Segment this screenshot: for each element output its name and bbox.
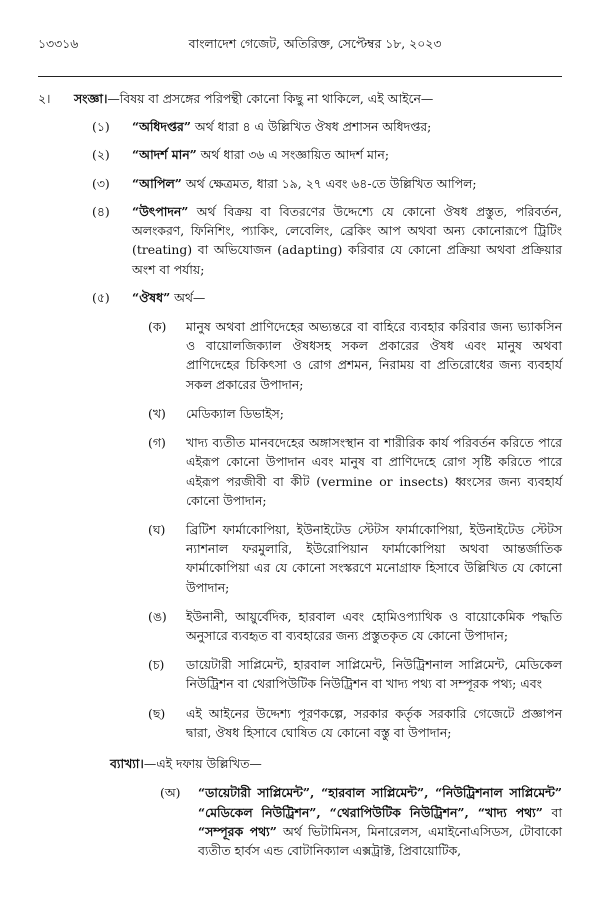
explanation-item-terms: “ডায়েটারী সাপ্লিমেন্ট”, “হারবাল সাপ্লিমেন্ট”, “নিউট্রিশনাল সাপ্লিমেন্ট” “মেডিকেল নিউট্রিশন”, “থেরাপিউটিক নিউট্রিশন”, “খাদ্য পথ্য” (198, 785, 562, 820)
drug-subclause (38, 433, 562, 510)
explanation-item-body (198, 783, 562, 860)
subclause-text: ইউনানী, আয়ুর্বেদিক, হারবাল এবং হোমিওপ্যাথিক ও বায়োকেমিক পদ্ধতি অনুসারে ব্যবহৃত বা ব্যবহারের জন্য প্রস্তুতকৃত যে কোনো উপাদান; (186, 608, 562, 644)
subclause-text: খাদ্য ব্যতীত মানবদেহের অঙ্গাসংস্থান বা শারীরিক কার্য পরিবর্তন করিতে পারে এইরূপ কোনো উপাদান এবং মানুষ বা প্রাণিদেহে রোগ সৃষ্টি করিতে পারে এইরূপ পরজীবী বা কীট (vermine or insects) ধ্বংসের জন্য ব্যবহার্য কোনো উপাদান; (186, 435, 562, 508)
drug-subclause (38, 404, 562, 423)
definition-item (38, 174, 562, 193)
section-definitions (38, 89, 562, 108)
definition-text: অর্থ বিক্রয় বা বিতরণের উদ্দেশ্যে যে কোনো ঔষধ প্রস্তুত, পরিবর্তন, অলংকরণ, ফিনিশিং, প্যাকিং, লেবেলিং, ব্রেকিং আপ অথবা অন্য কোনোরূপে ট্রিটিং (treating) বা অভিযোজন (adapting) করিবার যে কোনো প্রক্রিয়া অথবা প্রক্রিয়ার অংশ বা পর্যায়; (132, 203, 562, 277)
explanation-item-term-last: “সম্পূরক পথ্য” (198, 823, 277, 839)
explanation-item-text: অর্থ ভিটামিনস, মিনারেলস, এমাইনোএসিডস, টোবাকো ব্যতীত হার্বস এন্ড বোটানিক্যাল এক্সট্রাক্ট, প্রিবায়োটিক, (198, 823, 563, 858)
subclause-text: মানুষ অথবা প্রাণিদেহের অভ্যন্তরে বা বাহিরে ব্যবহার করিবার জন্য ভ্যাকসিন ও বায়োলজিক্যাল ঔষধসহ সকল প্রকারের ঔষধ এবং মানুষ অথবা প্রাণিদেহের চিকিৎসা ও রোগ প্রশমন, নিরাময় বা প্রতিরোধের জন্য ব্যবহার্য সকল প্রকারের উপাদান; (186, 318, 562, 392)
explanation-text: —এই দফায় উল্লিখিত— (143, 756, 262, 772)
definition-item (38, 202, 562, 279)
explanation (38, 754, 562, 773)
definition-body (132, 117, 562, 136)
explanation-item-mid: বা (542, 804, 562, 820)
subclause-number: (গ) (148, 435, 166, 451)
explanation-item-number: (অ) (160, 785, 181, 801)
definition-body (132, 288, 562, 307)
section-intro: —বিষয় বা প্রসঙ্গের পরিপন্থী কোনো কিছু না থাকিলে, এই আইনে— (107, 91, 434, 106)
definition-item (38, 117, 562, 136)
definition-number: (৪) (92, 203, 110, 219)
subclause-number: (ছ) (148, 705, 166, 721)
subclause-text: ব্রিটিশ ফার্মাকোপিয়া, ইউনাইটেড স্টেটস ফার্মাকোপিয়া, ইউনাইটেড স্টেটস ন্যাশনাল ফরমুলারি, ইউরোপিয়ান ফার্মাকোপিয়া অথবা আন্তর্জাতিক ফার্মাকোপিয়া এর যে কোনো সংস্করণে মনোগ্রাফ হিসাবে উল্লিখিত যে কোনো উপাদান; (186, 521, 562, 595)
page-header (38, 0, 562, 68)
subclause-text: ডায়েটারী সাপ্লিমেন্ট, হারবাল সাপ্লিমেন্ট, নিউট্রিশনাল সাপ্লিমেন্ট, মেডিকেল নিউট্রিশন বা থেরাপিউটিক নিউট্রিশন বা খাদ্য পথ্য বা সম্পূরক পথ্য; এবং (186, 657, 562, 692)
definition-term: “উৎপাদন” (132, 203, 189, 219)
drug-subclause (38, 520, 562, 597)
definition-text: অর্থ ক্ষেত্রমত, ধারা ১৯, ২৭ এবং ৬৪-তে উল্লিখিত আপিল; (181, 175, 477, 191)
subclause-number: (ঘ) (148, 521, 166, 537)
definition-list (38, 117, 562, 307)
definition-body (132, 145, 562, 164)
definition-term: “আপিল” (132, 175, 182, 191)
definition-body (132, 202, 562, 279)
gazette-title: বাংলাদেশ গেজেট, অতিরিক্ত, সেপ্টেম্বর ১৮, ২০২৩ (188, 36, 442, 51)
definition-text: অর্থ ধারা ৩৬ এ সংজ্ঞায়িত আদর্শ মান; (196, 147, 389, 163)
subclause-text: এই আইনের উদ্দেশ্য পূরণকল্পে, সরকার কর্তৃক সরকারি গেজেটে প্রজ্ঞাপন দ্বারা, ঔষধ হিসাবে ঘোষিত যে কোনো বস্তু বা উপাদান; (186, 705, 562, 740)
explanation-item (38, 783, 562, 860)
drug-subclause (38, 655, 562, 693)
definition-number: (১) (92, 119, 110, 135)
definition-text: অর্থ— (170, 289, 206, 305)
section-heading: সংজ্ঞা। (74, 91, 108, 106)
definition-number: (৩) (92, 175, 110, 191)
section-number: ২। (38, 91, 51, 106)
drug-subclause (38, 607, 562, 645)
definition-body (132, 174, 562, 193)
drug-subclause (38, 317, 562, 394)
subclause-text: মেডিক্যাল ডিভাইস; (186, 405, 284, 421)
definition-term: “আদর্শ মান” (132, 147, 197, 163)
definition-item (38, 288, 562, 307)
subclause-number: (খ) (148, 405, 166, 421)
subclause-number: (ক) (148, 318, 167, 334)
definition-text: অর্থ ধারা ৪ এ উল্লিখিত ঔষধ প্রশাসন অধিদপ্তর; (190, 119, 432, 135)
definition-number: (৫) (92, 289, 110, 305)
page-number: ১৩৩১৬ (38, 36, 79, 51)
drug-subclause (38, 704, 562, 742)
subclause-number: (চ) (148, 657, 165, 673)
drug-subclause-list (38, 317, 562, 742)
definition-term: “অধিদপ্তর” (132, 119, 191, 135)
subclause-number: (ঙ) (148, 608, 167, 624)
explanation-heading: ব্যাখ্যা। (110, 756, 144, 772)
header-rule (38, 76, 562, 77)
definition-number: (২) (92, 147, 110, 163)
definition-term: “ঔষধ” (132, 289, 171, 305)
definition-item (38, 145, 562, 164)
